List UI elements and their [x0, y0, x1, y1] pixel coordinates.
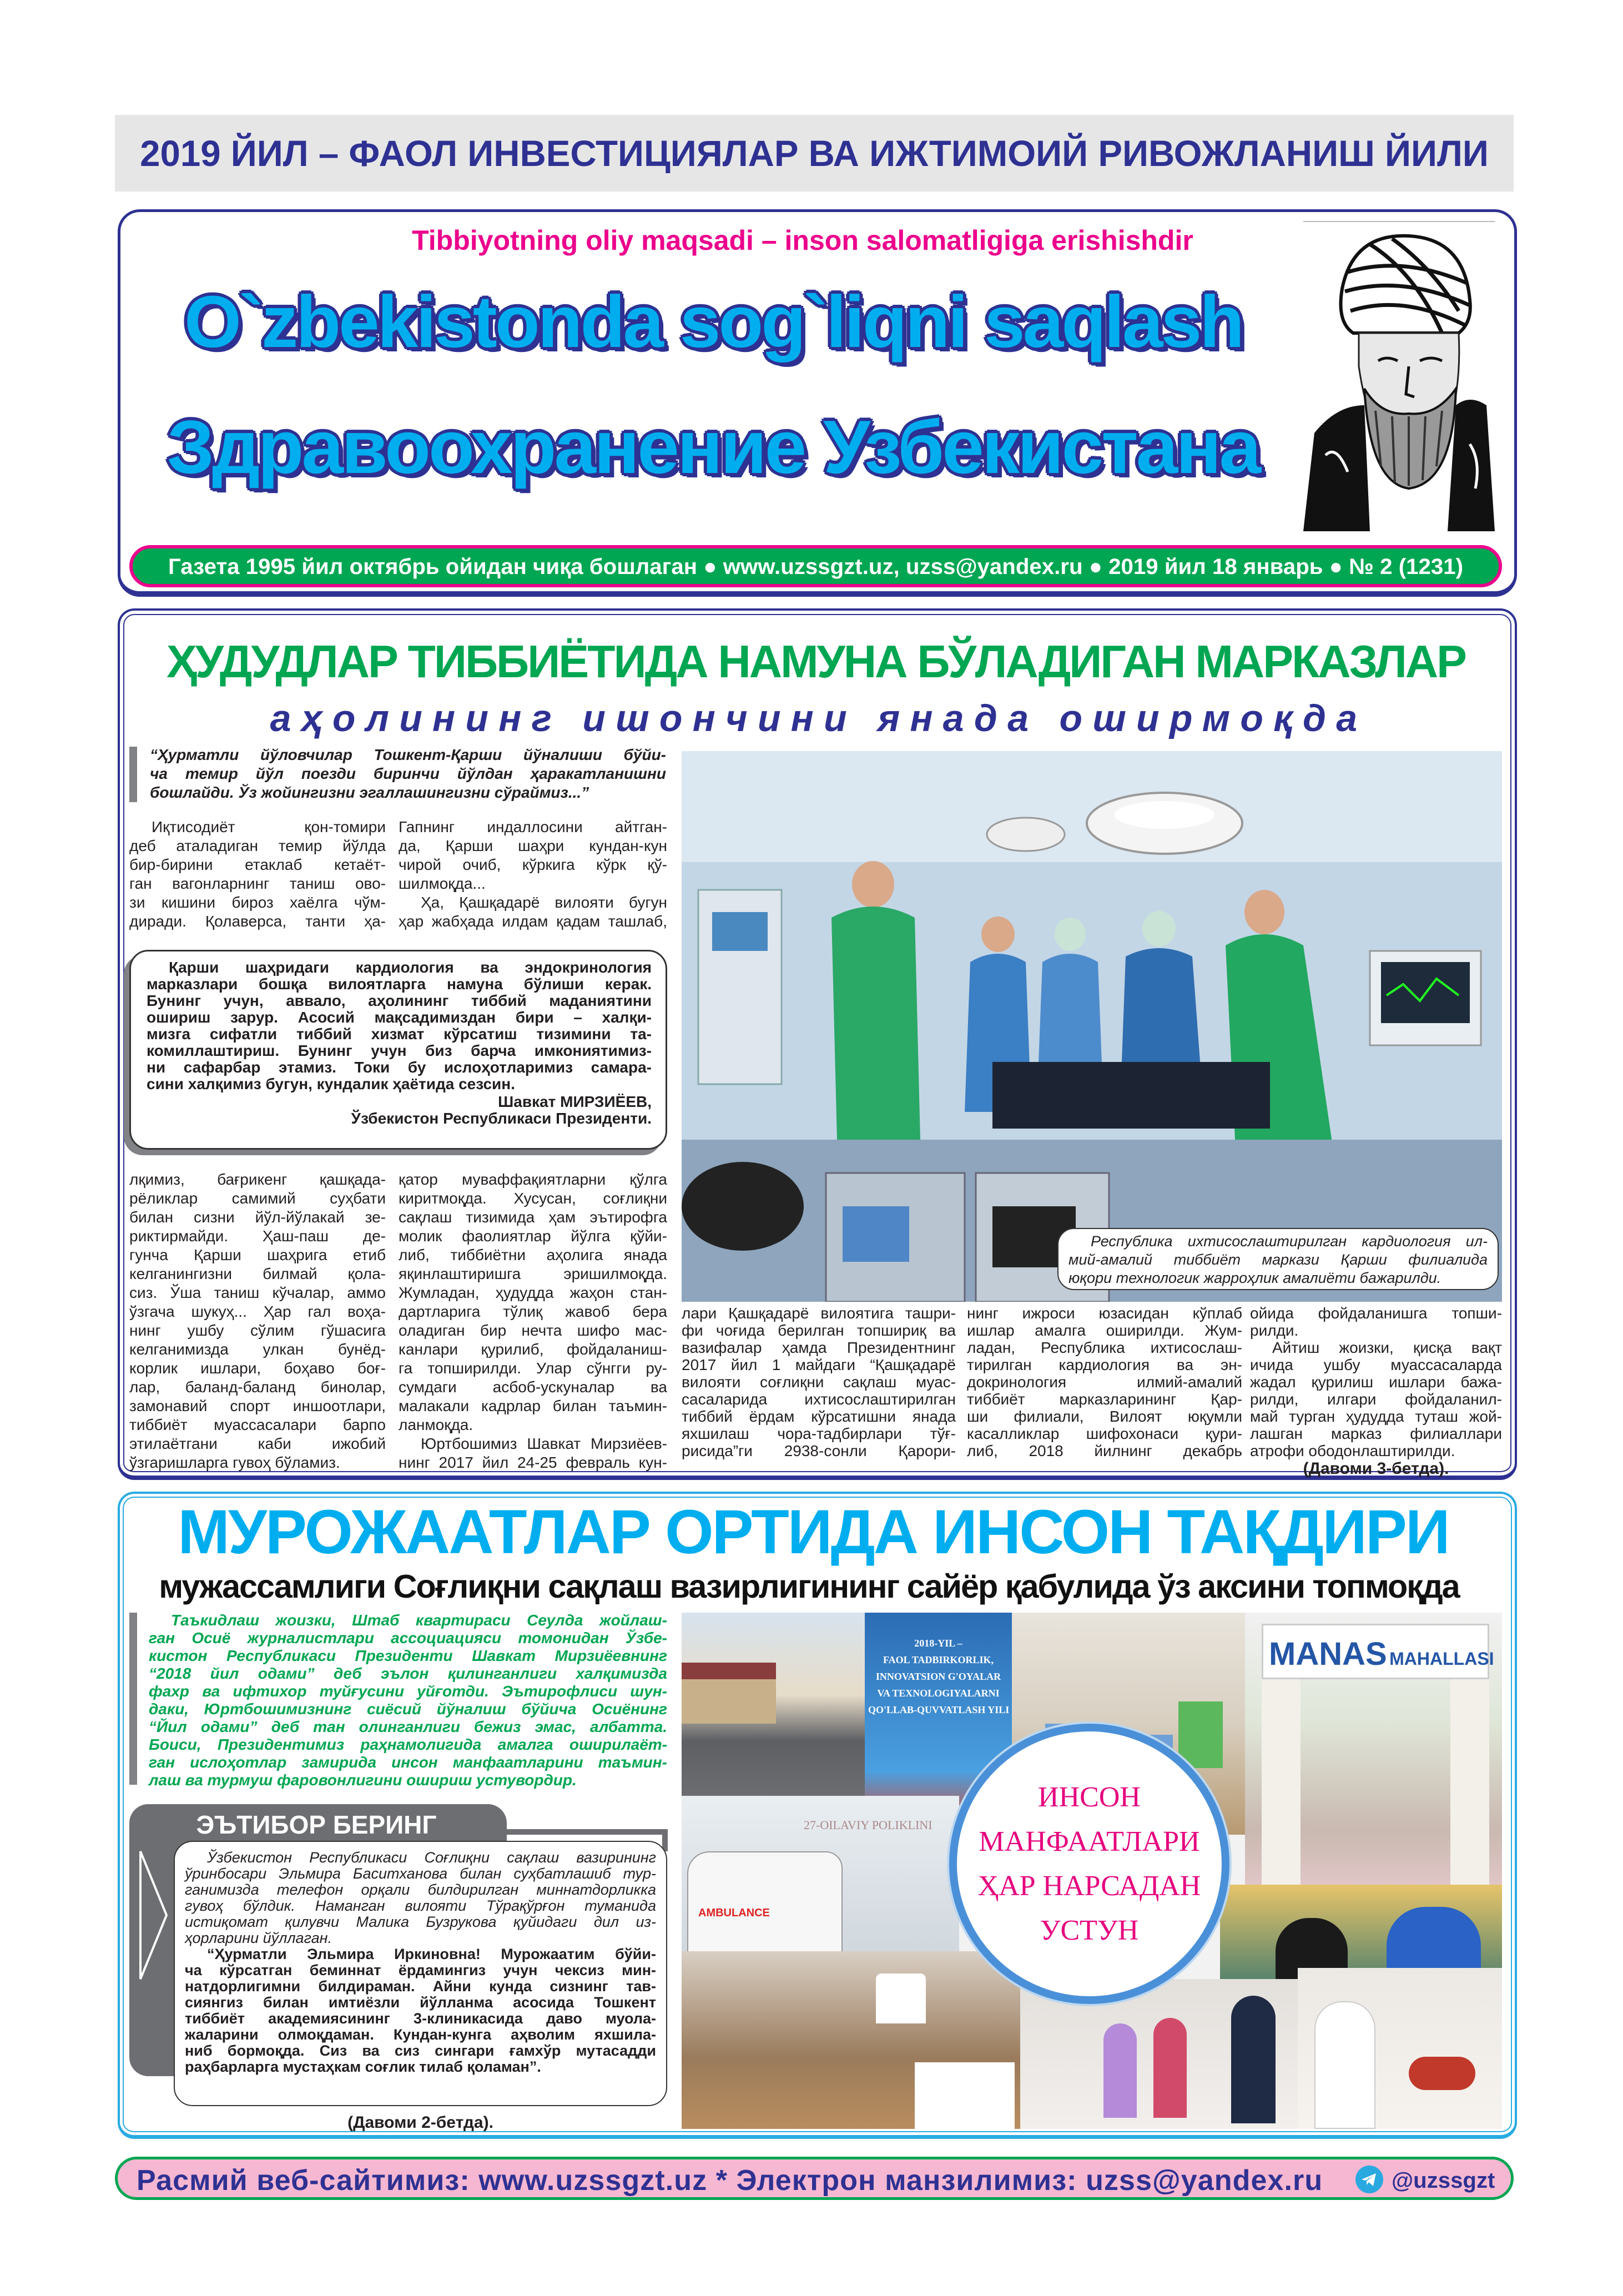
text-line: ган ислоҳотлар замирида инсон манфаатларини таъмин- — [149, 1754, 667, 1771]
article-1-column-6 — [967, 1305, 1242, 1459]
ambulance-photo — [682, 1796, 959, 1962]
article-1-headline: ҲУДУДЛАР ТИББИЁТИДА НАМУНА БЎЛАДИГАН МАРКАЗЛАР — [166, 637, 1466, 687]
text-line: рилди, илгари фойдаланил- — [1250, 1391, 1502, 1408]
year-banner — [115, 115, 1514, 192]
text-line: даки, Юртбошимизнинг сиёсий йўналиш бўйича Осиёнинг — [149, 1700, 667, 1718]
text-line: этилаётгани каби ижобий — [129, 1435, 386, 1452]
text-line: мий-амалий тиббиёт маркази Қарши филиалида — [1068, 1251, 1488, 1268]
notice-title: ЭЪТИБОР БЕРИНГ — [196, 1810, 437, 1839]
text-line: киритмоқда. Хусусан, соғлиқни — [399, 1190, 667, 1207]
text-line: комиллаштириш. Бунинг учун биз барча имкониятимиз- — [147, 1042, 652, 1059]
text-line: касалликлар шифохонаси қури- — [967, 1425, 1242, 1442]
notice-intro — [185, 1850, 656, 1946]
text-line: “Йил одами” деб тан олинганлиги бежиз эмас, албатта. — [149, 1718, 667, 1735]
article-2-subheadline: мужассамлиги Соғлиқни сақлаш вазирлигининг сайёр қабулида ўз аксини топмоқда — [159, 1568, 1459, 1605]
text-line: ниб бормоқда. Сиз ва сиз сингари ғамхўр мутасадди — [185, 2042, 656, 2059]
notice-letter — [185, 1946, 656, 2075]
text-line: яхшилаш чора-тадбирлари тўғ- — [682, 1425, 956, 1442]
text-line: атрофи ободонлаштирилди. — [1250, 1442, 1455, 1459]
text-line: рисида”ги 2938-сонли Қарори- — [682, 1442, 956, 1459]
text-line: гувоҳ бўлдик. Наманган вилояти Тўрақўрғон туманида — [185, 1897, 656, 1914]
text-line: ўринбосари Эльмира Баситханова билан суҳбатлашиб тур- — [185, 1865, 656, 1882]
text-line: фахр ва ифтихор туйғусини уйғотди. Эътирофлиси шун- — [149, 1683, 667, 1700]
mahalla-gate-photo — [1245, 1613, 1502, 1885]
arrow-icon — [136, 1849, 169, 1982]
text-line: мизга сифатли тиббий хизмат кўрсатиш тизимини та- — [147, 1025, 652, 1043]
article-1-quote — [150, 746, 666, 802]
quote-bar — [129, 747, 137, 802]
slogan-circle — [949, 1724, 1229, 2004]
text-line: дартларига тўлиқ жавоб бера — [399, 1303, 667, 1320]
text-line: фи чоғида берилган топшириқ ва — [682, 1322, 956, 1339]
text-line: Айтиш жоизки, қисқа вақт — [1272, 1339, 1502, 1356]
text-line: либ, 2018 йилнинг декабрь — [967, 1442, 1242, 1459]
text-line: “Ҳурматли йўловчилар Тошкент-Қарши йўналиши бўйи- — [150, 746, 666, 763]
text-line: марказлари бошқа вилоятларга намуна бўлиши керак. — [147, 975, 652, 993]
text-line: Юртбошимиз Шавкат Мирзиёев- — [421, 1435, 667, 1452]
article-1-column-7 — [1250, 1305, 1502, 1459]
text-line: докринология илмий-амалий — [967, 1373, 1242, 1391]
text-line: сумдаги асбоб-ускуналар ва — [399, 1378, 667, 1396]
text-line: ланмоқда. — [399, 1416, 473, 1433]
text-line: лаш ва турмуш фаровонлигини ошириш устувордир. — [149, 1771, 577, 1789]
notice-letter-text — [185, 1946, 656, 2075]
text-line: Иқтисодиёт қон-томири — [152, 818, 386, 835]
signature-name: Шавкат МИРЗИЁЕВ, — [498, 1093, 652, 1110]
text-line: нинг ижроси юзасидан кўплаб — [967, 1305, 1242, 1322]
article-1-column-1 — [129, 818, 386, 931]
doctor-lecture-photo — [1298, 1968, 1502, 2129]
text-line: га топширилди. Улар сўнгги ру- — [399, 1360, 667, 1377]
text-line: шилмоқда... — [399, 875, 486, 892]
continued-page-3: (Давоми 3-бетда). — [1303, 1459, 1449, 1478]
signature-title: Ўзбекистон Республикаси Президенти. — [351, 1110, 652, 1127]
text-line: рилди. — [1250, 1322, 1299, 1339]
text-line: ишлар амалга оширилди. Жум- — [967, 1322, 1242, 1339]
avicenna-portrait — [1303, 221, 1495, 530]
text-line: жаларини олмоқдаман. Кундан-кунга аҳволим яхшила- — [185, 2026, 656, 2043]
text-line: истиқомат қилувчи Малика Бузрукова қуйидаги дил из- — [185, 1914, 656, 1930]
text-line: билан сизни йўл-йўлакай зе- — [129, 1209, 386, 1226]
text-line: нинг 2017 йил 24-25 февраль кун- — [399, 1454, 667, 1471]
text-line: лқимиз, бағрикенг қашқада- — [129, 1171, 386, 1188]
text-line: гунча Қарши шаҳрига етиб — [129, 1246, 386, 1263]
text-line: тиббиёт муассасалари барпо — [129, 1416, 386, 1433]
lead-bar — [129, 1613, 137, 1785]
article-2-headline: МУРОЖААТЛАР ОРТИДА ИНСОН ТАҚДИРИ — [178, 1497, 1449, 1567]
text-line: сини халқимиз бугун, кундалик ҳаётида сезсин. — [147, 1075, 515, 1092]
text-line: ни сафарбар этамиз. Токи бу ислоҳотларимиз самара- — [147, 1059, 652, 1076]
text-line: Бунинг учун, аввало, аҳолининг тиббий маданиятини — [147, 992, 652, 1009]
text-line: лар, баланд-баланд бинолар, — [129, 1378, 386, 1396]
issue-info-bar — [129, 545, 1502, 587]
text-line: келганингизни билмай қола- — [129, 1265, 386, 1282]
text-line: ҳорларини йўллаган. — [185, 1930, 332, 1946]
text-line: ши филиали, Вилоят юқумли — [967, 1408, 1242, 1425]
text-line: раҳбарларга мустаҳкам соғлик тилаб қоламан”. — [185, 2058, 541, 2075]
text-line: тиббиёт академиясининг 3-клиникасида даво муола- — [185, 2010, 656, 2027]
text-line: замонавий спорт иншоотлари, — [129, 1397, 386, 1414]
text-line: вазифалар ҳамда Президентнинг — [682, 1339, 956, 1356]
text-line: май турган ҳудудда туташ жой- — [1250, 1408, 1502, 1425]
text-line: Ўзбекистон Республикаси Соғлиқни сақлаш вазирининг — [207, 1849, 656, 1866]
poster-text: 2018-YIL – FAOL TADBIRKORLIK, INNOVATSION G'OYALAR VA TEXNOLOGIYALARNI QO'LLAB-QUVVATLASH YILI — [868, 1638, 1010, 1715]
article-1-column-5 — [682, 1305, 956, 1459]
slogan-line: ИНСОН — [1038, 1781, 1141, 1813]
text-line: ган Осиё журналистлари ассоциацияси томонидан Ўзбе- — [149, 1629, 667, 1647]
text-line: Жумладан, ҳудудда жаҳон стан- — [399, 1284, 667, 1301]
text-line: 2017 йил 1 майдаги “Қашқадарё — [682, 1356, 956, 1373]
photo-caption-text — [1068, 1232, 1488, 1287]
text-line: чирой очиб, кўркига кўрк қў- — [399, 856, 667, 873]
text-line: либ, тиббиётни аҳолига янада — [399, 1246, 667, 1263]
text-line: ҳар жабҳада илдам қадам ташлаб, — [399, 913, 667, 930]
text-line: қатор муваффақиятларни қўлга — [399, 1171, 667, 1188]
text-line: риктирмайди. Ҳаш-паш де- — [129, 1227, 386, 1245]
text-line: Гапнинг индаллосини айтган- — [399, 818, 667, 835]
text-line: ганимизда телефон орқали билдирилган миннатдорликка — [185, 1881, 656, 1898]
text-line: Ҳа, Қашқадарё вилояти бугун — [421, 894, 667, 911]
notice-intro-text — [185, 1850, 656, 1946]
text-line: корлик ишлари, боҳаво боғ- — [129, 1360, 386, 1377]
text-line: вилояти соғлиқни сақлаш муас- — [682, 1373, 956, 1391]
masthead-tagline: Tibbiyotning oliy maqsadi – inson salomatligiga erishishdir — [412, 225, 1193, 256]
text-line: тиббий ёрдам кўрсатишни янада — [682, 1408, 956, 1425]
president-quote-box — [129, 950, 667, 1150]
slogan-line: ҲАР НАРСАДАН — [977, 1870, 1201, 1902]
ambulance-label: AMBULANCE — [698, 1907, 770, 1919]
article-1-column-3 — [129, 1170, 386, 1472]
children-event-photo — [1020, 1979, 1298, 2129]
text-line: ўзгача шукуҳ... Ҳар гал воҳа- — [129, 1303, 386, 1320]
text-line: келганимизда улкан бунёд- — [129, 1341, 386, 1358]
mahalla-sign: MANAS MAHALLASI — [1262, 1624, 1489, 1679]
article-1-subheadline: аҳолининг ишончини янада оширмоқда — [270, 697, 1368, 739]
telegram-icon[interactable] — [1355, 2166, 1383, 2193]
text-line: рёликлар самимий суҳбати — [129, 1190, 386, 1207]
masthead-title-ru: Здравоохранение Узбекистана — [167, 405, 1259, 489]
president-signature — [147, 1094, 652, 1127]
text-line: нинг ушбу сўлим гўшасига — [129, 1322, 386, 1339]
text-line: Республика ихтисослаштирилган кардиология ил- — [1091, 1233, 1488, 1250]
text-line: жадал қурилиш ишлари бажа- — [1250, 1373, 1502, 1391]
text-line: лари Қашқадарё вилоятига ташри- — [682, 1305, 956, 1322]
surgery-photo — [682, 751, 1502, 1302]
text-line: ладан, Республика ихтисослаш- — [967, 1339, 1242, 1356]
text-line: Таъкидлаш жоизки, Штаб квартираси Сеулда жойлаш- — [171, 1612, 667, 1629]
text-line: ошириш зарур. Асосий мақсадимиздан бири – халқи- — [147, 1009, 652, 1026]
year-slogan: 2019 ЙИЛ – ФАОЛ ИНВЕСТИЦИЯЛАР ВА ИЖТИМОИЙ РИВОЖЛАНИШ ЙИЛИ — [140, 133, 1489, 174]
text-line: натдорлигимни билдираман. Айни кунда сизнинг тав- — [185, 1978, 656, 1995]
issue-info: Газета 1995 йил октябрь ойидан чиқа бошлаган ● www.uzssgzt.uz, uzss@yandex.ru ● 2019 йил 18 январь ● № 2 (1231) — [168, 554, 1463, 579]
telegram-handle: @uzssgzt — [1392, 2168, 1495, 2193]
text-line: кистон Республикаси Президенти Шавкат Мирзиёевнинг — [149, 1647, 667, 1664]
text-line: да, Қарши шаҳри кундан-кун — [399, 837, 667, 854]
text-line: “2018 йил одами” деб эълон қилинганлиги халқимизда — [149, 1665, 667, 1682]
slogan-line: УСТУН — [1040, 1914, 1139, 1946]
text-line: лашган марказ филиаллари — [1250, 1425, 1502, 1442]
text-line: Боиси, Президентимиз раҳнамолигида амалга оширилаёт- — [149, 1736, 667, 1753]
article-1-column-4 — [399, 1170, 667, 1472]
continued-page-2: (Давоми 2-бетда). — [347, 2113, 493, 2132]
clinic-sign: 27-OILAVIY POLIKLINI — [804, 1818, 933, 1832]
text-line: ган вагонларнинг таниш ово- — [129, 875, 386, 892]
text-line: “Ҳурматли Эльмира Иркиновна! Мурожаатим бўйи- — [207, 1946, 656, 1962]
slogan-line: МАНФААТЛАРИ — [979, 1825, 1200, 1857]
text-line: оладиган бир нечта шифо мас- — [399, 1322, 667, 1339]
contact-footer — [115, 2157, 1514, 2200]
article-2-lead — [149, 1612, 667, 1789]
text-line: ойида фойдаланишга топши- — [1250, 1305, 1502, 1322]
clinic-staff-photo — [682, 1951, 1020, 2129]
text-line: сасаларида ихтисослаштирилган — [682, 1391, 956, 1408]
text-line: бир-бирини етаклаб кетаёт- — [129, 856, 386, 873]
text-line: ичида ушбу муассасаларда — [1250, 1356, 1502, 1373]
photo-caption — [1057, 1228, 1499, 1290]
text-line: малакали кадрлар билан таъмин- — [399, 1397, 667, 1414]
text-line: сиз. Ўша таниш кўчалар, аммо — [129, 1284, 386, 1301]
text-line: канлари қурилиб, фойдаланиш- — [399, 1341, 667, 1358]
road-photo — [682, 1613, 865, 1796]
text-line: зи кишини бироз хаёлга чўм- — [129, 894, 386, 911]
text-line: ча темир йўл поезди биринчи йўлдан ҳаракатланишни — [150, 765, 666, 782]
footer-contacts: Расмий веб-сайтимиз: www.uzssgzt.uz * Электрон манзилимиз: uzss@yandex.ru — [137, 2164, 1323, 2197]
text-line: яқинлаштиришга эришилмоқда. — [399, 1265, 667, 1282]
text-line: тирилган кардиология ва эн- — [967, 1356, 1242, 1373]
photo-collage — [682, 1613, 1502, 2129]
notice-box — [174, 1841, 667, 2106]
president-quote-text — [147, 959, 652, 1092]
masthead-title-uz: O`zbekistonda sog`liqni saqlash — [184, 281, 1243, 363]
article-1-column-2 — [399, 818, 667, 931]
text-line: юқори технологик жарроҳлик амалиёти бажарилди. — [1068, 1270, 1441, 1286]
text-line: сиянгиз билан имтиёзли йўлланма асосида Тошкент — [185, 1994, 656, 2011]
text-line: тиббиёт марказларининг Қар- — [967, 1391, 1242, 1408]
text-line: диради. Қолаверса, танти ҳа- — [129, 913, 386, 930]
text-line: ўзгаришларга гувоҳ бўламиз. — [129, 1454, 340, 1471]
text-line: бошлайди. Ўз жойингизни эгаллашингизни сўраймиз...” — [150, 784, 589, 801]
text-line: сақлаш тизимида ҳам эътирофга — [399, 1209, 667, 1226]
text-line: молик фаолиятлар йўлга қўйи- — [399, 1227, 667, 1245]
text-line: ча кўрсатган беминнат ёрдамингиз учун чексиз мин- — [185, 1962, 656, 1978]
text-line: Қарши шаҳридаги кардиология ва эндокринология — [169, 959, 652, 976]
text-line: деб аталадиган темир йўлда — [129, 837, 386, 854]
